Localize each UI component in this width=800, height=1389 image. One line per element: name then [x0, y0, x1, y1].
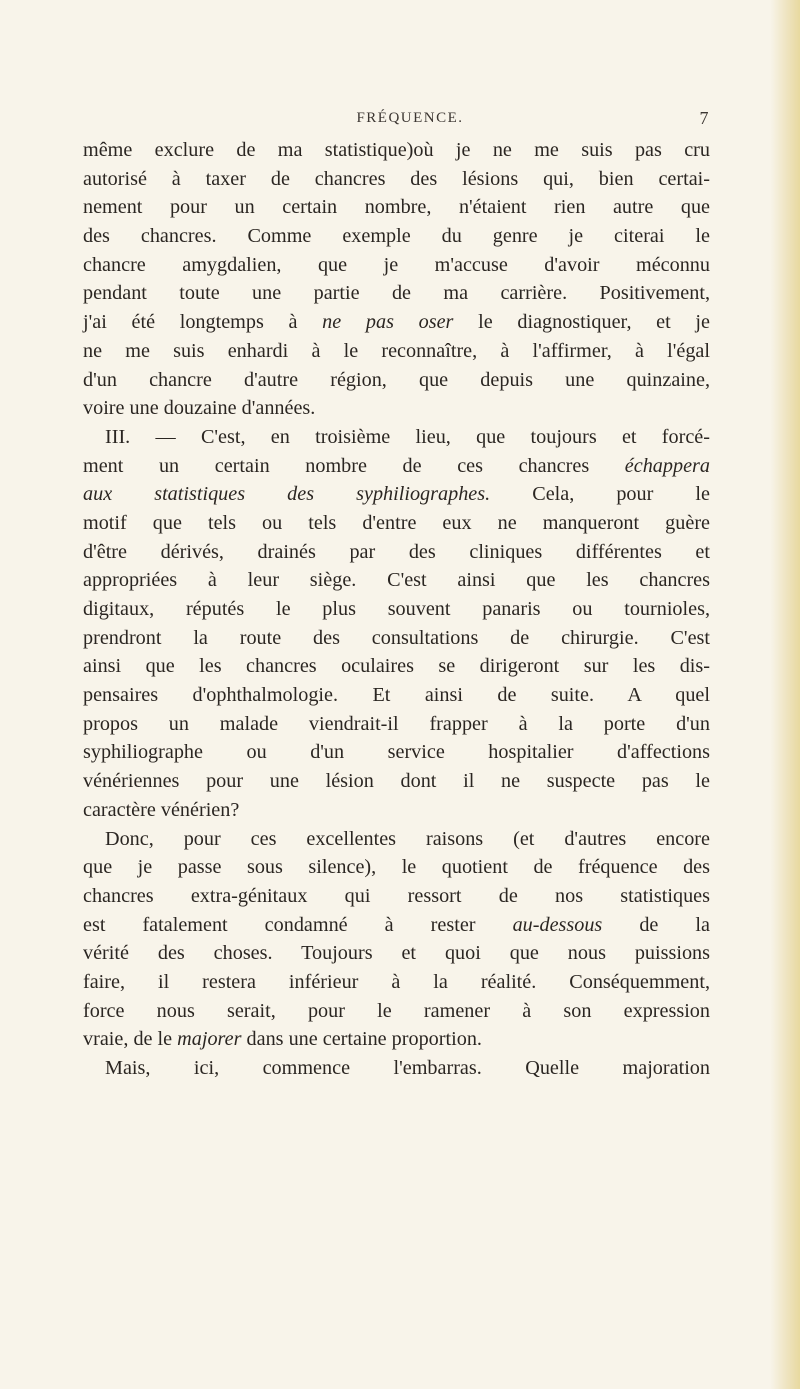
text-line: motif que tels ou tels d'entre eux ne manqueront guère [83, 511, 710, 534]
text-line: force nous serait, pour le ramener à son expression [83, 999, 710, 1022]
text-line: ment un certain nombre de ces chancres échappera [83, 454, 710, 477]
italic-phrase: ne pas oser [322, 311, 454, 334]
italic-phrase: aux statistiques des syphiliographes. [83, 483, 491, 506]
text-line: vérité des choses. Toujours et quoi que nous puissions [83, 942, 710, 965]
text-line: ne me suis enhardi à le reconnaître, à l'affirmer, à l'égal [83, 339, 710, 362]
text-line: vénériennes pour une lésion dont il ne suspecte pas le [83, 770, 710, 793]
text-line: nement pour un certain nombre, n'étaient rien autre que [83, 196, 710, 219]
italic-phrase: majorer [177, 1028, 242, 1051]
text-line: vraie, de le majorer dans une certaine proportion. [83, 1028, 482, 1051]
text-line: appropriées à leur siège. C'est ainsi que les chancres [83, 569, 710, 592]
text-line: propos un malade viendrait-il frapper à la porte d'un [83, 712, 710, 735]
page-edge [770, 0, 800, 1389]
page-number: 7 [699, 108, 709, 128]
text-line: ainsi que les chancres oculaires se dirigeront sur les dis- [83, 655, 710, 678]
text-line: d'être dérivés, drainés par des cliniques différentes et [83, 540, 710, 563]
text-line: que je passe sous silence), le quotient de fréquence des [83, 856, 710, 879]
text-line: III. — C'est, en troisième lieu, que toujours et forcé- [105, 425, 710, 448]
text-line: pendant toute une partie de ma carrière. Positivement, [83, 282, 710, 305]
text-line: des chancres. Comme exemple du genre je citerai le [83, 225, 710, 248]
body-text [83, 136, 710, 1083]
text-line: digitaux, réputés le plus souvent panaris ou tournioles, [83, 598, 710, 620]
text-line: faire, il restera inférieur à la réalité. Conséquemment, [83, 970, 710, 993]
text-line: chancre amygdalien, que je m'accuse d'avoir méconnu [83, 253, 710, 276]
text-line: chancres extra-génitaux qui ressort de nos statistiques [83, 884, 710, 907]
text-line: Donc, pour ces excellentes raisons (et d'autres encore [105, 827, 710, 850]
text-line: d'un chancre d'autre région, que depuis une quinzaine, [83, 368, 710, 391]
text-line: syphiliographe ou d'un service hospitalier d'affections [83, 741, 710, 764]
text-line: Mais, ici, commence l'embarras. Quelle majoration [105, 1057, 710, 1079]
text-line: aux statistiques des syphiliographes. Cela, pour le [83, 483, 710, 506]
italic-phrase: au-dessous [512, 913, 603, 936]
italic-phrase: échappera [624, 454, 710, 477]
text-line: même exclure de ma statistique)où je ne me suis pas cru [83, 139, 710, 161]
text-line: voire une douzaine d'années. [83, 397, 316, 420]
text-line: caractère vénérien? [83, 798, 240, 821]
text-line: autorisé à taxer de chancres des lésions qui, bien certai- [83, 167, 710, 190]
text-line: prendront la route des consultations de chirurgie. C'est [83, 626, 710, 649]
text-line: j'ai été longtemps à ne pas oser le diagnostiquer, et je [83, 311, 710, 334]
text-line: pensaires d'ophthalmologie. Et ainsi de suite. A quel [83, 684, 710, 707]
text-line: est fatalement condamné à rester au-dessous de la [83, 913, 710, 936]
running-title: FRÉQUENCE. [356, 110, 464, 126]
